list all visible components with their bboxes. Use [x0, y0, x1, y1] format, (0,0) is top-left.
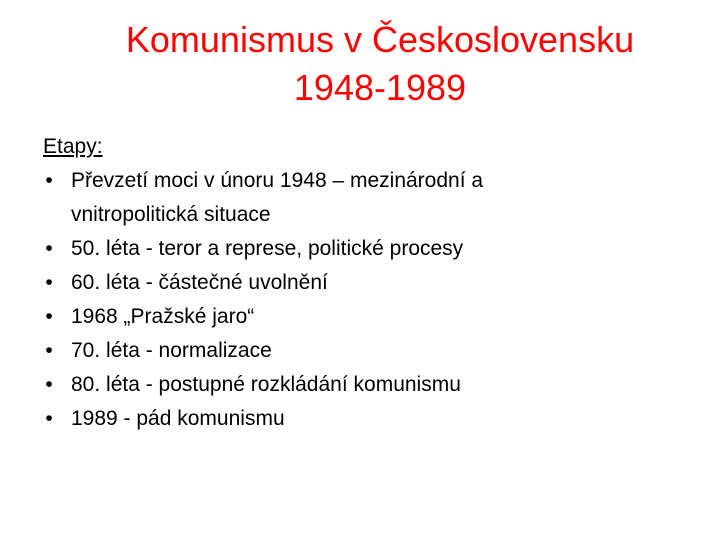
bullet-list: [43, 164, 703, 436]
list-item: [43, 232, 703, 266]
list-item-text-continued: vnitropolitická situace: [71, 203, 271, 226]
bullet-icon: •: [45, 305, 53, 328]
list-item: [43, 368, 703, 402]
list-item-text: 1989 - pád komunismu: [71, 407, 285, 430]
bullet-icon: •: [45, 407, 53, 430]
section-heading: Etapy:: [43, 135, 103, 158]
list-item-text: 70. léta - normalizace: [71, 339, 272, 362]
list-item: [43, 334, 703, 368]
list-item-text: Převzetí moci v únoru 1948 – mezinárodní a: [71, 169, 484, 192]
slide-title-line-2: 1948-1989: [293, 67, 467, 108]
slide-title-line-1: Komunismus v Československu: [125, 19, 635, 60]
bullet-icon: •: [45, 237, 53, 260]
bullet-icon: •: [45, 271, 53, 294]
bullet-icon: •: [45, 339, 53, 362]
list-item-text: 50. léta - teror a represe, politické procesy: [71, 237, 464, 260]
list-item: [43, 164, 703, 232]
list-item: [43, 300, 703, 334]
list-item: [43, 266, 703, 300]
slide-content: [43, 130, 703, 436]
list-item: [43, 402, 703, 436]
list-item-text: 60. léta - částečné uvolnění: [71, 271, 328, 294]
bullet-icon: •: [45, 373, 53, 396]
list-item-text: 80. léta - postupné rozkládání komunismu: [71, 373, 461, 396]
bullet-icon: •: [45, 169, 53, 192]
list-item-text: 1968 „Pražské jaro“: [71, 305, 255, 328]
slide-title: [40, 16, 720, 112]
